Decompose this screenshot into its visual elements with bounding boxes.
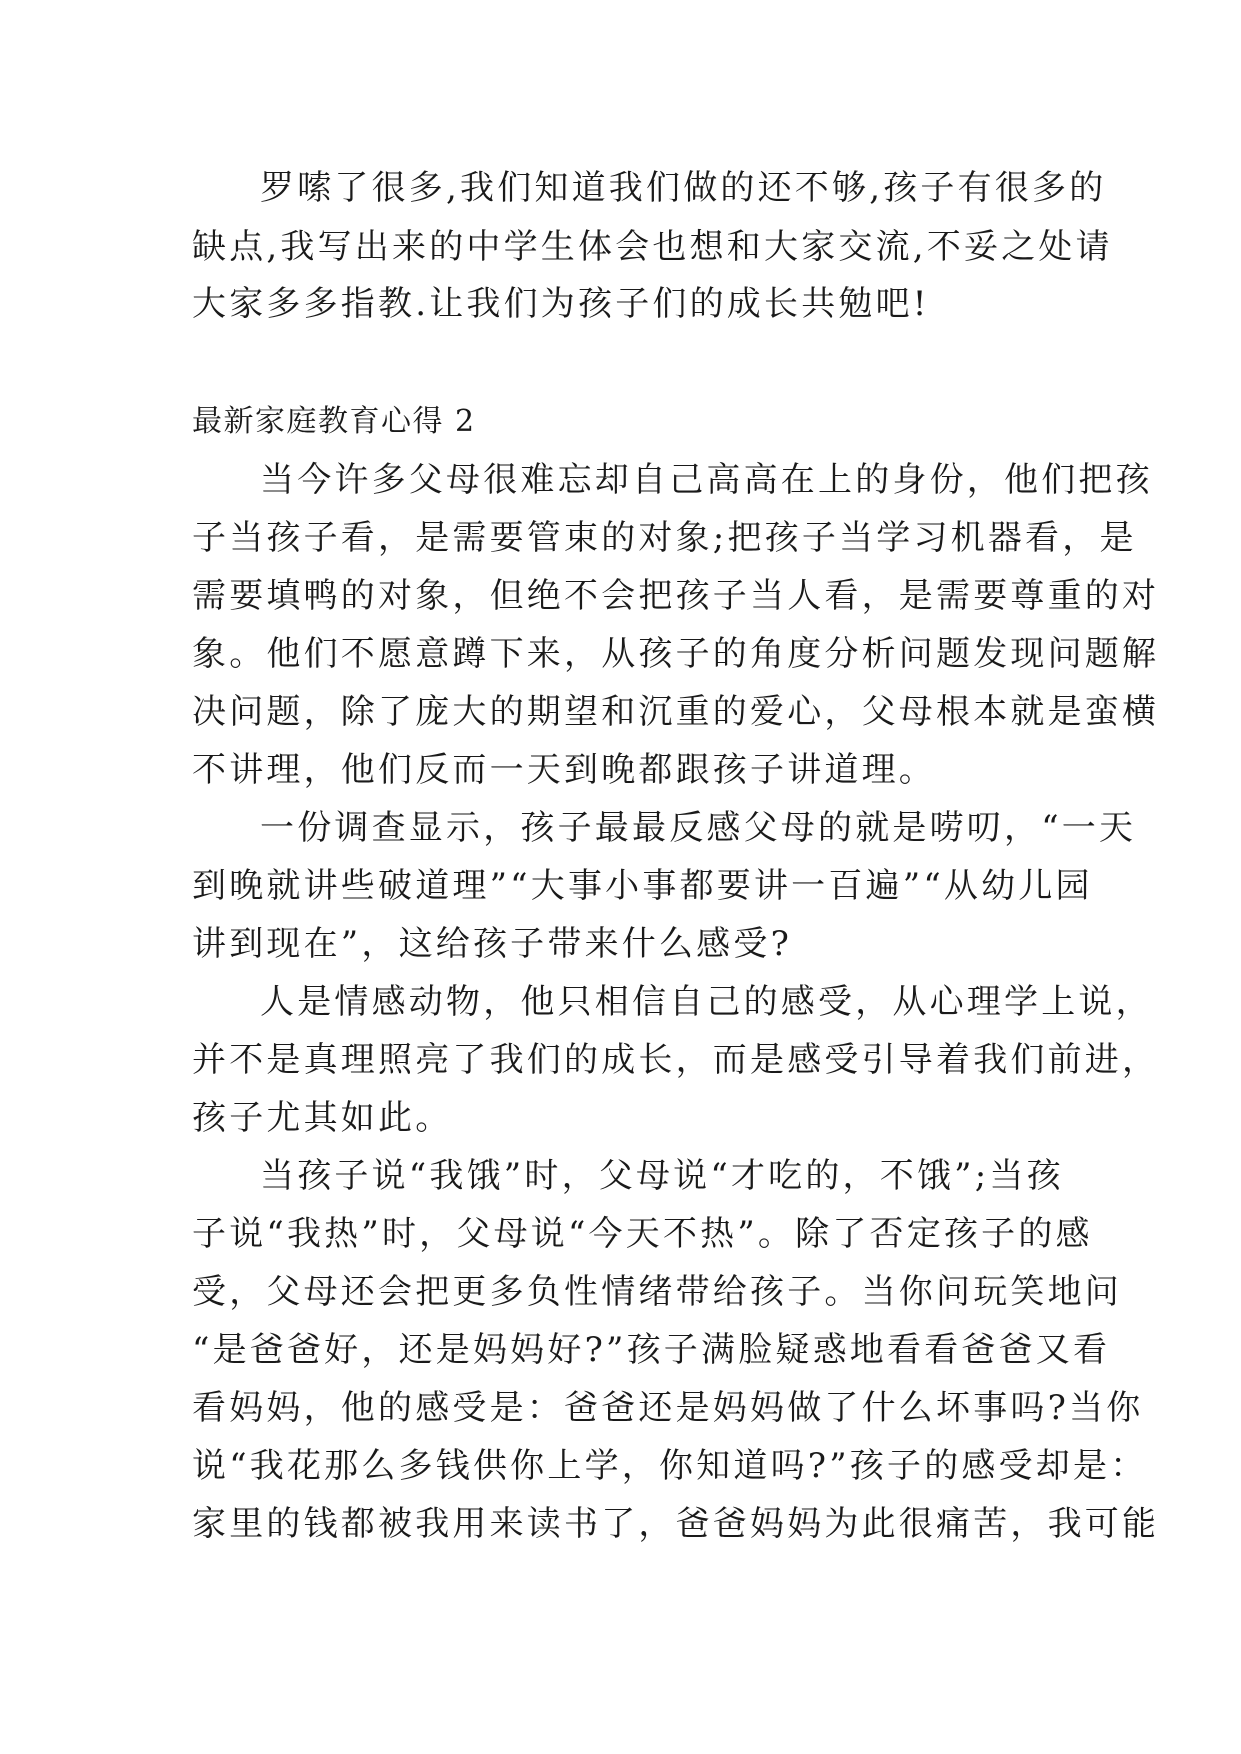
paragraph-4-line-5: 看妈妈，他的感受是：爸爸还是妈妈做了什么坏事吗?当你 [192, 1388, 1144, 1428]
paragraph-2-line-1: 一份调查显示，孩子最最反感父母的就是唠叨，“一天 [260, 808, 1137, 848]
paragraph-2-line-2: 到晚就讲些破道理”“大事小事都要讲一百遍”“从幼儿园 [192, 866, 1093, 906]
intro-line-2: 缺点,我写出来的中学生体会也想和大家交流,不妥之处请 [192, 227, 1113, 267]
paragraph-1-line-3: 需要填鸭的对象，但绝不会把孩子当人看，是需要尊重的对 [192, 576, 1160, 616]
paragraph-3-line-3: 孩子尤其如此。 [192, 1098, 453, 1138]
section-title: 最新家庭教育心得 2 [192, 404, 476, 439]
paragraph-1-line-6: 不讲理，他们反而一天到晚都跟孩子讲道理。 [192, 750, 936, 790]
paragraph-4-line-2: 子说“我热”时，父母说“今天不热”。除了否定孩子的感 [192, 1214, 1093, 1254]
paragraph-1-line-5: 决问题，除了庞大的期望和沉重的爱心，父母根本就是蛮横 [192, 692, 1160, 732]
intro-line-3: 大家多多指教.让我们为孩子们的成长共勉吧! [192, 284, 930, 324]
paragraph-4-line-6: 说“我花那么多钱供你上学，你知道吗?”孩子的感受却是： [192, 1446, 1148, 1486]
paragraph-4-line-4: “是爸爸好，还是妈妈好?”孩子满脸疑惑地看看爸爸又看 [192, 1330, 1111, 1370]
intro-line-1: 罗嗦了很多,我们知道我们做的还不够,孩子有很多的 [260, 168, 1107, 208]
paragraph-3-line-1: 人是情感动物，他只相信自己的感受，从心理学上说， [260, 982, 1153, 1022]
paragraph-1-line-2: 子当孩子看，是需要管束的对象;把孩子当学习机器看，是 [192, 518, 1137, 558]
paragraph-1-line-1: 当今许多父母很难忘却自己高高在上的身份，他们把孩 [260, 460, 1153, 500]
paragraph-4-line-3: 受，父母还会把更多负性情绪带给孩子。当你问玩笑地问 [192, 1272, 1122, 1312]
paragraph-2-line-3: 讲到现在”，这给孩子带来什么感受? [192, 924, 793, 964]
paragraph-4-line-1: 当孩子说“我饿”时，父母说“才吃的，不饿”;当孩 [260, 1156, 1064, 1196]
paragraph-4-line-7: 家里的钱都被我用来读书了，爸爸妈妈为此很痛苦，我可能 [192, 1504, 1160, 1544]
paragraph-1-line-4: 象。他们不愿意蹲下来，从孩子的角度分析问题发现问题解 [192, 634, 1160, 674]
paragraph-3-line-2: 并不是真理照亮了我们的成长，而是感受引导着我们前进， [192, 1040, 1160, 1080]
